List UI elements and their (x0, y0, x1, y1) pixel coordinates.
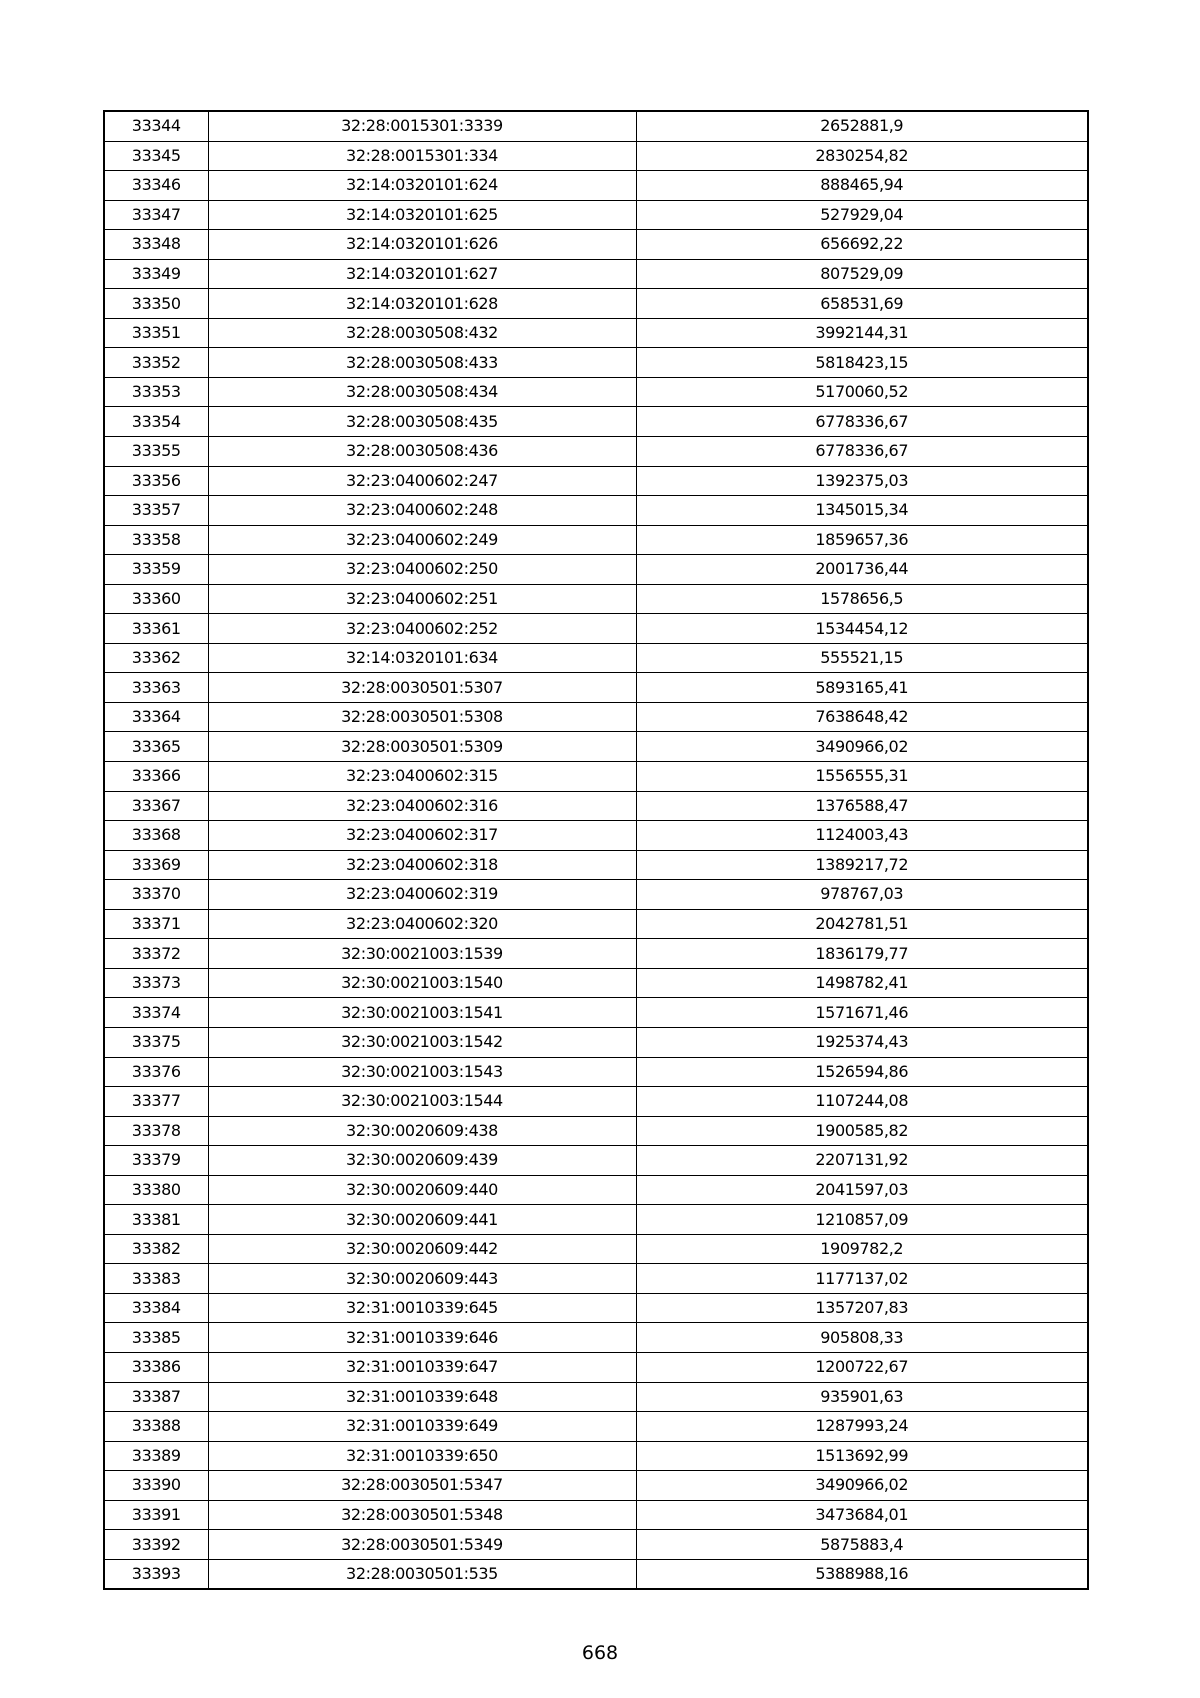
row-number-cell: 33356 (104, 466, 208, 496)
cadastral-number-cell: 32:28:0030508:432 (208, 318, 636, 348)
value-cell: 5893165,41 (636, 673, 1088, 703)
cadastral-number-cell: 32:30:0020609:442 (208, 1234, 636, 1264)
row-number-cell: 33377 (104, 1087, 208, 1117)
cadastral-number-cell: 32:28:0030501:5348 (208, 1500, 636, 1530)
value-cell: 5875883,4 (636, 1530, 1088, 1560)
cadastral-number-cell: 32:23:0400602:320 (208, 909, 636, 939)
row-number-cell: 33372 (104, 939, 208, 969)
table-row (104, 466, 1088, 496)
cadastral-number-cell: 32:28:0030501:5309 (208, 732, 636, 762)
row-number-cell: 33386 (104, 1352, 208, 1382)
value-cell: 5818423,15 (636, 348, 1088, 378)
value-cell: 7638648,42 (636, 702, 1088, 732)
value-cell: 1357207,83 (636, 1293, 1088, 1323)
value-cell: 5170060,52 (636, 377, 1088, 407)
value-cell: 905808,33 (636, 1323, 1088, 1353)
table-row (104, 1382, 1088, 1412)
table-row (104, 1323, 1088, 1353)
row-number-cell: 33381 (104, 1205, 208, 1235)
row-number-cell: 33355 (104, 437, 208, 467)
cadastral-number-cell: 32:14:0320101:624 (208, 171, 636, 201)
table-row (104, 968, 1088, 998)
value-cell: 1107244,08 (636, 1087, 1088, 1117)
table-row (104, 437, 1088, 467)
row-number-cell: 33345 (104, 141, 208, 171)
cadastral-number-cell: 32:23:0400602:252 (208, 614, 636, 644)
cadastral-number-cell: 32:28:0030501:5308 (208, 702, 636, 732)
cadastral-number-cell: 32:28:0030501:5347 (208, 1471, 636, 1501)
value-cell: 2042781,51 (636, 909, 1088, 939)
table-row (104, 998, 1088, 1028)
value-cell: 1389217,72 (636, 850, 1088, 880)
table-body (104, 111, 1088, 1589)
table-row (104, 1205, 1088, 1235)
value-cell: 888465,94 (636, 171, 1088, 201)
cadastral-number-cell: 32:30:0021003:1540 (208, 968, 636, 998)
table-row (104, 407, 1088, 437)
value-cell: 1900585,82 (636, 1116, 1088, 1146)
row-number-cell: 33393 (104, 1559, 208, 1589)
table-row (104, 762, 1088, 792)
cadastral-number-cell: 32:30:0021003:1539 (208, 939, 636, 969)
table-row (104, 1412, 1088, 1442)
cadastral-number-cell: 32:28:0030508:434 (208, 377, 636, 407)
row-number-cell: 33347 (104, 200, 208, 230)
row-number-cell: 33358 (104, 525, 208, 555)
cadastral-number-cell: 32:31:0010339:647 (208, 1352, 636, 1382)
table-row (104, 1471, 1088, 1501)
value-cell: 1210857,09 (636, 1205, 1088, 1235)
table-row (104, 171, 1088, 201)
cadastral-number-cell: 32:28:0030508:436 (208, 437, 636, 467)
table-row (104, 230, 1088, 260)
cadastral-value-table (103, 110, 1089, 1590)
cadastral-number-cell: 32:28:0015301:334 (208, 141, 636, 171)
cadastral-number-cell: 32:23:0400602:251 (208, 584, 636, 614)
table-row (104, 732, 1088, 762)
value-cell: 1859657,36 (636, 525, 1088, 555)
cadastral-number-cell: 32:30:0020609:440 (208, 1175, 636, 1205)
value-cell: 1556555,31 (636, 762, 1088, 792)
value-cell: 2207131,92 (636, 1146, 1088, 1176)
cadastral-number-cell: 32:23:0400602:319 (208, 880, 636, 910)
row-number-cell: 33362 (104, 643, 208, 673)
value-cell: 2830254,82 (636, 141, 1088, 171)
table-row (104, 1264, 1088, 1294)
table-row (104, 909, 1088, 939)
table-row (104, 1146, 1088, 1176)
row-number-cell: 33357 (104, 496, 208, 526)
row-number-cell: 33389 (104, 1441, 208, 1471)
row-number-cell: 33366 (104, 762, 208, 792)
table-row (104, 318, 1088, 348)
table-row (104, 1175, 1088, 1205)
row-number-cell: 33365 (104, 732, 208, 762)
cadastral-number-cell: 32:30:0020609:441 (208, 1205, 636, 1235)
row-number-cell: 33376 (104, 1057, 208, 1087)
table-row (104, 525, 1088, 555)
table-row (104, 111, 1088, 141)
row-number-cell: 33380 (104, 1175, 208, 1205)
row-number-cell: 33354 (104, 407, 208, 437)
row-number-cell: 33346 (104, 171, 208, 201)
row-number-cell: 33369 (104, 850, 208, 880)
cadastral-number-cell: 32:31:0010339:645 (208, 1293, 636, 1323)
cadastral-number-cell: 32:14:0320101:634 (208, 643, 636, 673)
value-cell: 1124003,43 (636, 821, 1088, 851)
row-number-cell: 33392 (104, 1530, 208, 1560)
cadastral-number-cell: 32:30:0020609:438 (208, 1116, 636, 1146)
value-cell: 1513692,99 (636, 1441, 1088, 1471)
value-cell: 3490966,02 (636, 732, 1088, 762)
value-cell: 1925374,43 (636, 1027, 1088, 1057)
row-number-cell: 33375 (104, 1027, 208, 1057)
cadastral-number-cell: 32:14:0320101:626 (208, 230, 636, 260)
cadastral-number-cell: 32:23:0400602:315 (208, 762, 636, 792)
value-cell: 6778336,67 (636, 407, 1088, 437)
row-number-cell: 33383 (104, 1264, 208, 1294)
value-cell: 1534454,12 (636, 614, 1088, 644)
value-cell: 658531,69 (636, 289, 1088, 319)
table-row (104, 377, 1088, 407)
row-number-cell: 33352 (104, 348, 208, 378)
table-row (104, 880, 1088, 910)
table-row (104, 200, 1088, 230)
cadastral-number-cell: 32:28:0030508:435 (208, 407, 636, 437)
table-row (104, 141, 1088, 171)
table-row (104, 1116, 1088, 1146)
table-row (104, 673, 1088, 703)
row-number-cell: 33371 (104, 909, 208, 939)
value-cell: 1498782,41 (636, 968, 1088, 998)
value-cell: 807529,09 (636, 259, 1088, 289)
table-row (104, 1027, 1088, 1057)
table-row (104, 259, 1088, 289)
table-row (104, 939, 1088, 969)
table-row (104, 702, 1088, 732)
cadastral-number-cell: 32:23:0400602:247 (208, 466, 636, 496)
cadastral-number-cell: 32:14:0320101:625 (208, 200, 636, 230)
value-cell: 1345015,34 (636, 496, 1088, 526)
cadastral-number-cell: 32:28:0015301:3339 (208, 111, 636, 141)
row-number-cell: 33351 (104, 318, 208, 348)
value-cell: 978767,03 (636, 880, 1088, 910)
table-row (104, 821, 1088, 851)
cadastral-number-cell: 32:30:0021003:1543 (208, 1057, 636, 1087)
cadastral-number-cell: 32:30:0021003:1542 (208, 1027, 636, 1057)
row-number-cell: 33373 (104, 968, 208, 998)
row-number-cell: 33385 (104, 1323, 208, 1353)
value-cell: 527929,04 (636, 200, 1088, 230)
value-cell: 1287993,24 (636, 1412, 1088, 1442)
row-number-cell: 33379 (104, 1146, 208, 1176)
row-number-cell: 33387 (104, 1382, 208, 1412)
page-number: 668 (581, 1642, 619, 1664)
value-cell: 3992144,31 (636, 318, 1088, 348)
row-number-cell: 33374 (104, 998, 208, 1028)
cadastral-number-cell: 32:23:0400602:317 (208, 821, 636, 851)
value-cell: 1526594,86 (636, 1057, 1088, 1087)
value-cell: 1909782,2 (636, 1234, 1088, 1264)
row-number-cell: 33359 (104, 555, 208, 585)
table-row (104, 555, 1088, 585)
table-row (104, 791, 1088, 821)
row-number-cell: 33368 (104, 821, 208, 851)
table-row (104, 1057, 1088, 1087)
table-row (104, 1293, 1088, 1323)
value-cell: 2041597,03 (636, 1175, 1088, 1205)
value-cell: 6778336,67 (636, 437, 1088, 467)
table-row (104, 496, 1088, 526)
table-row (104, 289, 1088, 319)
cadastral-number-cell: 32:30:0020609:439 (208, 1146, 636, 1176)
value-cell: 3473684,01 (636, 1500, 1088, 1530)
row-number-cell: 33363 (104, 673, 208, 703)
row-number-cell: 33388 (104, 1412, 208, 1442)
cadastral-number-cell: 32:30:0021003:1541 (208, 998, 636, 1028)
row-number-cell: 33350 (104, 289, 208, 319)
value-cell: 1200722,67 (636, 1352, 1088, 1382)
cadastral-number-cell: 32:14:0320101:627 (208, 259, 636, 289)
table-row (104, 1530, 1088, 1560)
table-row (104, 643, 1088, 673)
cadastral-number-cell: 32:31:0010339:649 (208, 1412, 636, 1442)
cadastral-number-cell: 32:14:0320101:628 (208, 289, 636, 319)
cadastral-number-cell: 32:31:0010339:650 (208, 1441, 636, 1471)
cadastral-number-cell: 32:23:0400602:249 (208, 525, 636, 555)
table-row (104, 1352, 1088, 1382)
cadastral-number-cell: 32:28:0030508:433 (208, 348, 636, 378)
value-cell: 935901,63 (636, 1382, 1088, 1412)
cadastral-number-cell: 32:31:0010339:646 (208, 1323, 636, 1353)
value-cell: 1392375,03 (636, 466, 1088, 496)
row-number-cell: 33384 (104, 1293, 208, 1323)
cadastral-number-cell: 32:28:0030501:535 (208, 1559, 636, 1589)
table-row (104, 850, 1088, 880)
row-number-cell: 33348 (104, 230, 208, 260)
value-cell: 1571671,46 (636, 998, 1088, 1028)
value-cell: 1376588,47 (636, 791, 1088, 821)
row-number-cell: 33370 (104, 880, 208, 910)
cadastral-number-cell: 32:23:0400602:248 (208, 496, 636, 526)
table-row (104, 1087, 1088, 1117)
table-row (104, 614, 1088, 644)
row-number-cell: 33391 (104, 1500, 208, 1530)
row-number-cell: 33378 (104, 1116, 208, 1146)
cadastral-number-cell: 32:23:0400602:250 (208, 555, 636, 585)
table-row (104, 1559, 1088, 1589)
value-cell: 5388988,16 (636, 1559, 1088, 1589)
row-number-cell: 33367 (104, 791, 208, 821)
cadastral-number-cell: 32:30:0021003:1544 (208, 1087, 636, 1117)
value-cell: 656692,22 (636, 230, 1088, 260)
row-number-cell: 33361 (104, 614, 208, 644)
row-number-cell: 33390 (104, 1471, 208, 1501)
value-cell: 1177137,02 (636, 1264, 1088, 1294)
row-number-cell: 33360 (104, 584, 208, 614)
value-cell: 555521,15 (636, 643, 1088, 673)
cadastral-number-cell: 32:23:0400602:316 (208, 791, 636, 821)
row-number-cell: 33349 (104, 259, 208, 289)
value-cell: 2652881,9 (636, 111, 1088, 141)
value-cell: 3490966,02 (636, 1471, 1088, 1501)
value-cell: 2001736,44 (636, 555, 1088, 585)
row-number-cell: 33353 (104, 377, 208, 407)
value-cell: 1836179,77 (636, 939, 1088, 969)
row-number-cell: 33344 (104, 111, 208, 141)
table-row (104, 1500, 1088, 1530)
value-cell: 1578656,5 (636, 584, 1088, 614)
cadastral-number-cell: 32:30:0020609:443 (208, 1264, 636, 1294)
table-row (104, 1234, 1088, 1264)
cadastral-number-cell: 32:28:0030501:5349 (208, 1530, 636, 1560)
row-number-cell: 33382 (104, 1234, 208, 1264)
table-row (104, 1441, 1088, 1471)
cadastral-number-cell: 32:23:0400602:318 (208, 850, 636, 880)
table-row (104, 584, 1088, 614)
cadastral-number-cell: 32:28:0030501:5307 (208, 673, 636, 703)
cadastral-number-cell: 32:31:0010339:648 (208, 1382, 636, 1412)
table-row (104, 348, 1088, 378)
row-number-cell: 33364 (104, 702, 208, 732)
